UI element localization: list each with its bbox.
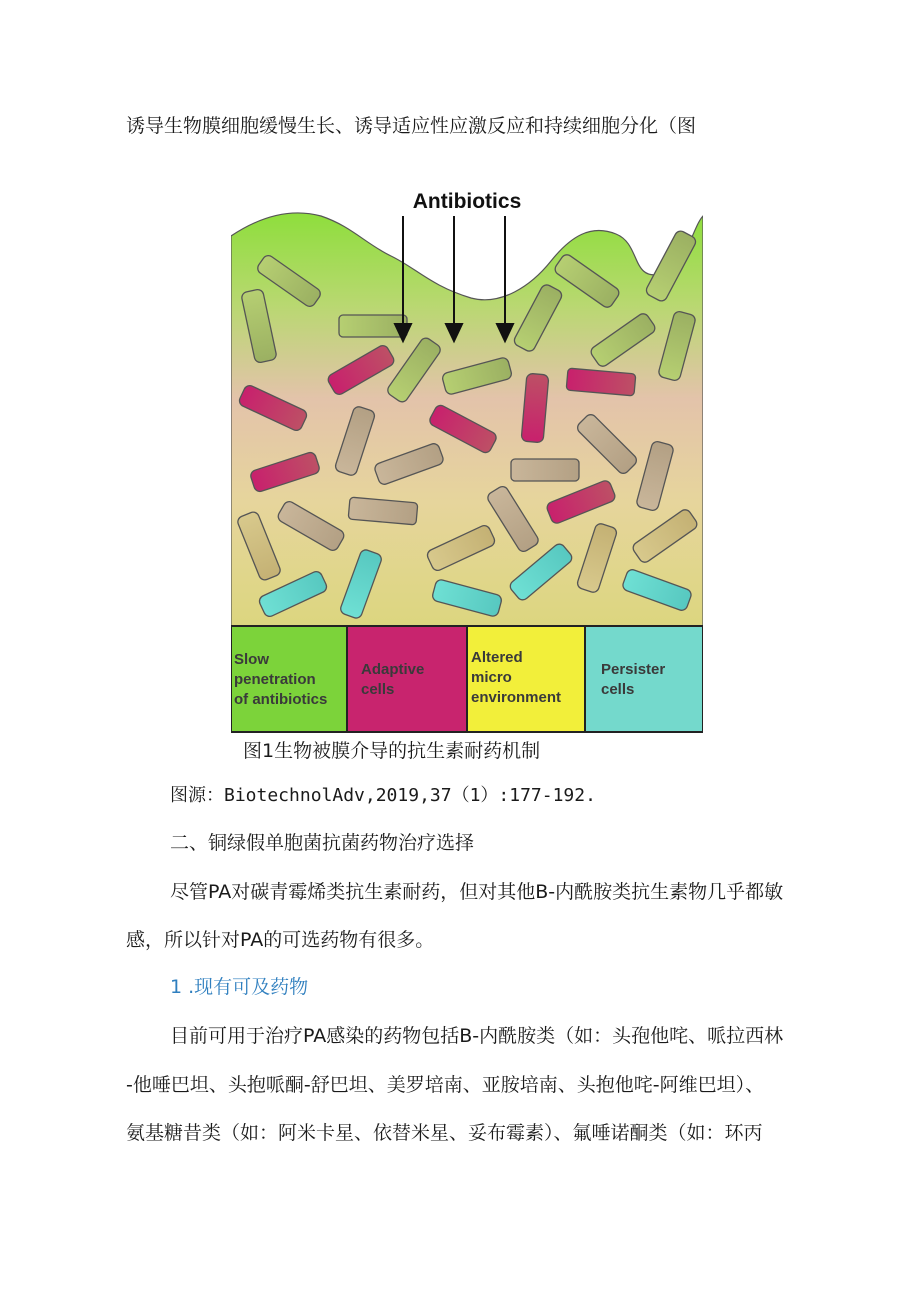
top-text-line: 诱导生物膜细胞缓慢生长、诱导适应性应激反应和持续细胞分化（图	[126, 115, 697, 137]
subheading: 1 .现有可及药物	[170, 976, 309, 998]
legend-label-adaptive-cells: Adaptive cells	[361, 661, 425, 698]
paragraph-1-line-2: 感，所以针对PA的可选药物有很多。	[126, 929, 435, 951]
section-heading: 二、铜绿假单胞菌抗菌药物治疗选择	[170, 832, 475, 854]
legend-box-adaptive-cells	[347, 626, 467, 732]
legend-label-persister-cells: Persister cells	[601, 661, 666, 698]
figure-source: 图源：BiotechnolAdv,2019,37（1）:177-192.	[170, 785, 596, 806]
antibiotics-title: Antibiotics	[412, 190, 522, 213]
legend-label-altered-environment: Altered micro environment	[471, 649, 562, 706]
paragraph-2-line-1: 目前可用于治疗PA感染的药物包括B-内酰胺类（如：头孢他咤、哌拉西林	[170, 1025, 784, 1047]
paragraph-2-line-2: -他唾巴坦、头抱哌酮-舒巴坦、美罗培南、亚胺培南、头抱他咤-阿维巴坦）、	[126, 1074, 765, 1096]
figure-caption: 图1生物被膜介导的抗生素耐药机制	[243, 740, 541, 762]
paragraph-2-line-3: 氨基糖昔类（如：阿米卡星、依替米星、妥布霉素）、氟唾诺酮类（如：环丙	[126, 1122, 763, 1144]
paragraph-1-line-1: 尽管PA对碳青霉烯类抗生素耐药，但对其他B-内酰胺类抗生素物几乎都敏	[170, 881, 784, 903]
biofilm-figure	[231, 186, 703, 734]
legend-label-slow-penetration: Slow penetration of antibiotics	[234, 651, 328, 708]
legend-box-persister-cells	[585, 626, 703, 732]
